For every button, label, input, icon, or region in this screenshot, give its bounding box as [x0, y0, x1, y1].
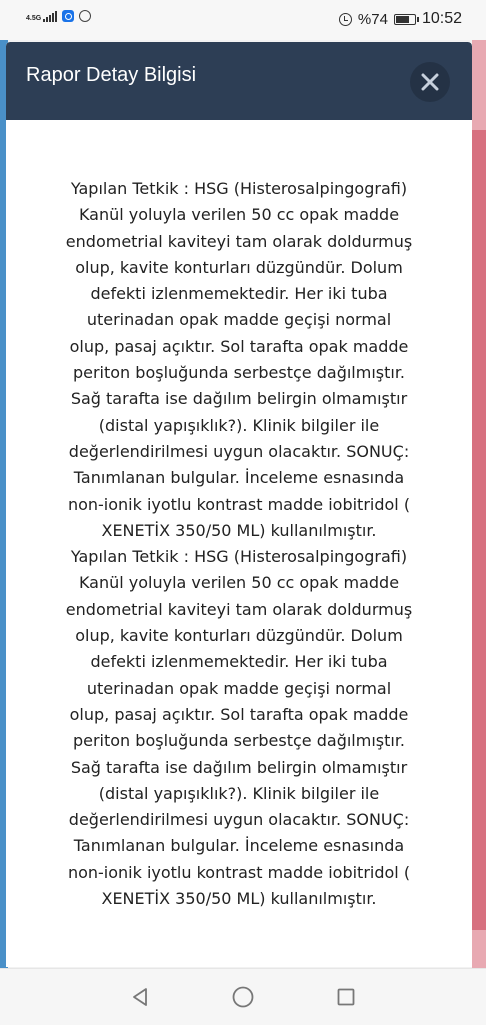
report-line: (distal yapışıklık?). Klinik bilgiler ile: [98, 783, 380, 803]
battery-icon: [394, 14, 416, 25]
report-line: Tanımlanan bulgular. İnceleme esnasında: [73, 836, 405, 856]
app-notification-icon: [62, 10, 74, 22]
signal-icon: [26, 11, 57, 22]
modal-header: [6, 42, 472, 120]
report-line: olup, pasaj açıktır. Sol tarafta opak madde: [69, 704, 409, 724]
home-circle-icon: [231, 985, 255, 1009]
report-line: olup, kavite konturları düzgündür. Dolum: [75, 626, 403, 646]
battery-percent: %74: [357, 10, 388, 28]
status-bar: [0, 0, 486, 40]
report-line: defekti izlenmemektedir. Her iki tuba: [90, 284, 388, 304]
report-line: değerlendirilmesi uygun olacaktır. SONUÇ:: [68, 441, 410, 461]
modal-body[interactable]: [6, 120, 472, 967]
report-line: değerlendirilmesi uygun olacaktır. SONUÇ:: [68, 810, 410, 830]
home-button[interactable]: [229, 983, 257, 1011]
report-line: defekti izlenmemektedir. Her iki tuba: [90, 652, 388, 672]
report-line: non-ionik iyotlu kontrast madde iobitridol (: [67, 494, 411, 514]
whatsapp-icon: [79, 10, 91, 22]
report-line: periton boşluğunda serbestçe dağılmıştır.: [72, 731, 406, 751]
background-page-right-accent: [472, 130, 486, 930]
close-icon: [421, 73, 439, 91]
report-line: (distal yapışıklık?). Klinik bilgiler ile: [98, 415, 380, 435]
report-line: Yapılan Tetkik : HSG (Histerosalpingografi): [70, 547, 408, 567]
report-line: olup, kavite konturları düzgündür. Dolum: [75, 257, 403, 277]
report-line: XENETİX 350/50 ML) kullanılmıştır.: [101, 889, 377, 909]
report-line: Tanımlanan bulgular. İnceleme esnasında: [73, 468, 405, 488]
modal-title: Rapor Detay Bilgisi: [26, 64, 197, 86]
battery-level: [396, 16, 409, 23]
network-type: 4.5G: [26, 14, 42, 22]
status-right-icons: [339, 10, 462, 28]
report-line: uterinadan opak madde geçişi normal: [86, 678, 392, 698]
report-line: Kanül yoluyla verilen 50 cc opak madde: [78, 573, 400, 593]
report-text: [48, 176, 430, 912]
report-line: Yapılan Tetkik : HSG (Histerosalpingografi): [70, 179, 408, 198]
report-line: endometrial kaviteyi tam olarak doldurmuş: [65, 231, 413, 251]
back-button[interactable]: [126, 983, 154, 1011]
back-triangle-icon: [129, 986, 151, 1008]
report-line: XENETİX 350/50 ML) kullanılmıştır.: [101, 520, 377, 540]
status-left-icons: [26, 10, 91, 22]
report-line: Sağ tarafta ise dağılım belirgin olmamıştır: [70, 389, 408, 409]
navigation-bar: [0, 968, 486, 1025]
close-button[interactable]: [410, 62, 450, 102]
report-line: endometrial kaviteyi tam olarak doldurmuş: [65, 599, 413, 619]
report-line: uterinadan opak madde geçişi normal: [86, 310, 392, 330]
report-detail-modal: [6, 42, 472, 967]
recents-square-icon: [335, 986, 357, 1008]
report-line: non-ionik iyotlu kontrast madde iobitridol (: [67, 862, 411, 882]
alarm-icon: [339, 13, 352, 26]
status-time: 10:52: [421, 10, 462, 27]
recents-button[interactable]: [332, 983, 360, 1011]
report-line: olup, pasaj açıktır. Sol tarafta opak madde: [69, 336, 409, 356]
report-line: periton boşluğunda serbestçe dağılmıştır.: [72, 363, 406, 383]
report-line: Sağ tarafta ise dağılım belirgin olmamıştır: [70, 757, 408, 777]
report-line: Kanül yoluyla verilen 50 cc opak madde: [78, 205, 400, 225]
